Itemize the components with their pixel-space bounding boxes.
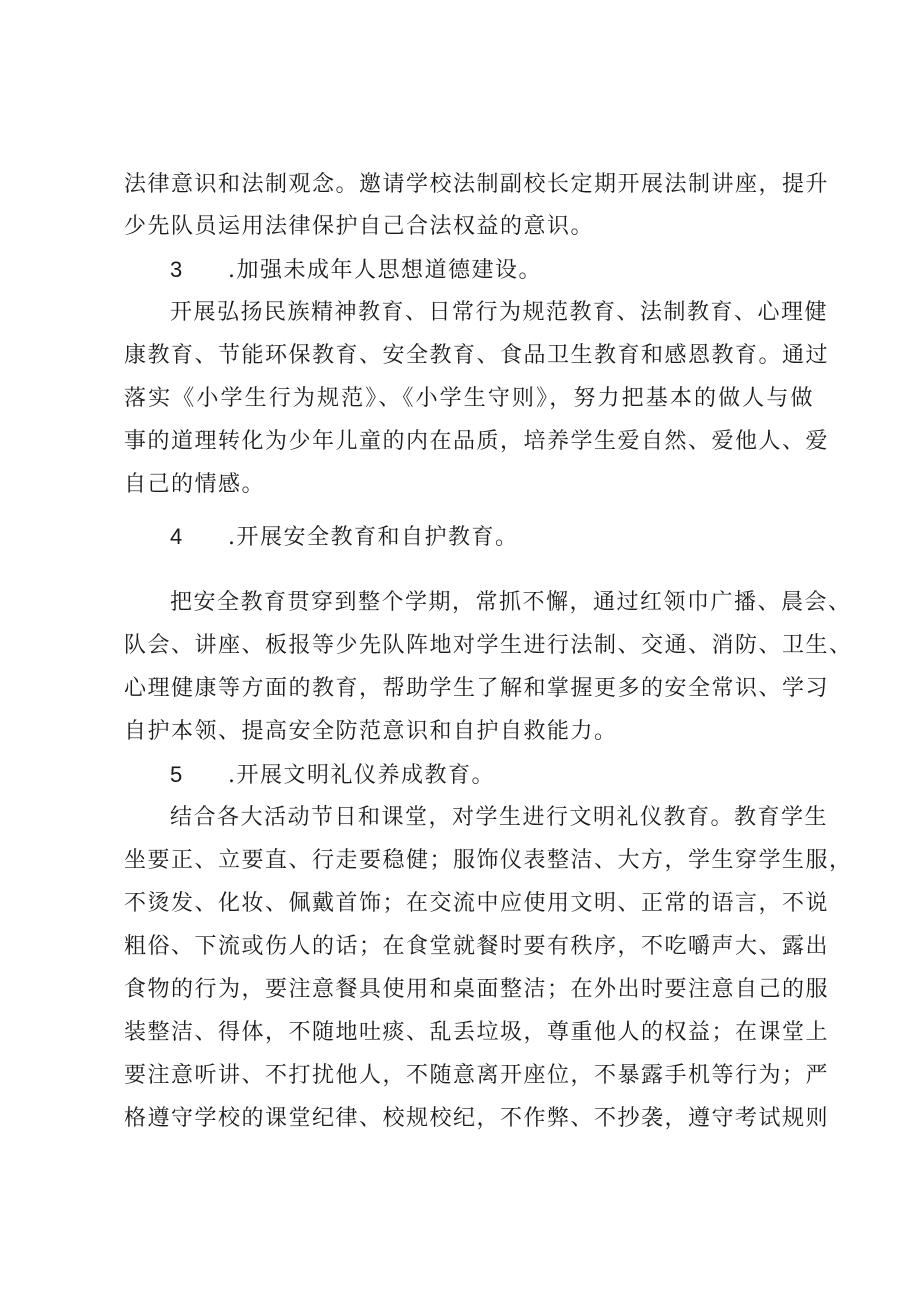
section-heading-3 — [170, 255, 542, 286]
section-title: .开展安全教育和自护教育。 — [228, 525, 519, 550]
paragraph-line: 不烫发、化妆、佩戴首饰；在交流中应使用文明、正常的语言，不说 — [124, 891, 830, 916]
paragraph-line: 坐要正、立要直、行走要稳健；服饰仪表整洁、大方，学生穿学生服， — [124, 848, 853, 873]
paragraph-line: 格遵守学校的课堂纪律、校规校纪，不作弊、不抄袭，遵守考试规则 — [124, 1106, 830, 1131]
paragraph-line: 自己的情感。 — [124, 472, 266, 497]
section-heading-4 — [170, 522, 519, 553]
paragraph-line: 康教育、节能环保教育、安全教育、食品卫生教育和感恩教育。通过 — [124, 343, 830, 368]
paragraph-line: 队会、讲座、板报等少先队阵地对学生进行法制、交通、消防、卫生、 — [124, 633, 853, 658]
paragraph-line: 粗俗、下流或伤人的话；在食堂就餐时要有秩序，不吃嚼声大、露出 — [124, 934, 830, 959]
paragraph-line: 少先队员运用法律保护自己合法权益的意识。 — [124, 214, 595, 239]
section-title: .加强未成年人思想道德建设。 — [228, 258, 542, 283]
paragraph-line: 食物的行为，要注意餐具使用和桌面整洁；在外出时要注意自己的服 — [124, 977, 830, 1002]
paragraph-line: 法律意识和法制观念。邀请学校法制副校长定期开展法制讲座，提升 — [124, 172, 830, 197]
section-heading-5 — [170, 760, 495, 791]
section-number: 4 — [170, 524, 183, 549]
section-number: 5 — [170, 762, 183, 787]
paragraph-line: 自护本领、提高安全防范意识和自护自救能力。 — [124, 719, 618, 744]
paragraph-line: 要注意听讲、不打扰他人，不随意离开座位，不暴露手机等行为；严 — [124, 1063, 830, 1088]
paragraph-line: 心理健康等方面的教育，帮助学生了解和掌握更多的安全常识、学习 — [124, 676, 830, 701]
paragraph-line: 结合各大活动节日和课堂，对学生进行文明礼仪教育。教育学生 — [170, 805, 829, 830]
paragraph-line: 开展弘扬民族精神教育、日常行为规范教育、法制教育、心理健 — [170, 300, 829, 325]
paragraph-line: 把安全教育贯穿到整个学期，常抓不懈，通过红领巾广播、晨会、 — [170, 590, 852, 615]
section-title: .开展文明礼仪养成教育。 — [228, 763, 495, 788]
paragraph-line: 落实《小学生行为规范》、《小学生守则》，努力把基本的做人与做 — [124, 386, 814, 411]
section-number: 3 — [170, 257, 183, 282]
paragraph-line: 装整洁、得体，不随地吐痰、乱丢垃圾，尊重他人的权益；在课堂上 — [124, 1020, 830, 1045]
paragraph-line: 事的道理转化为少年儿童的内在品质，培养学生爱自然、爱他人、爱 — [124, 429, 830, 454]
